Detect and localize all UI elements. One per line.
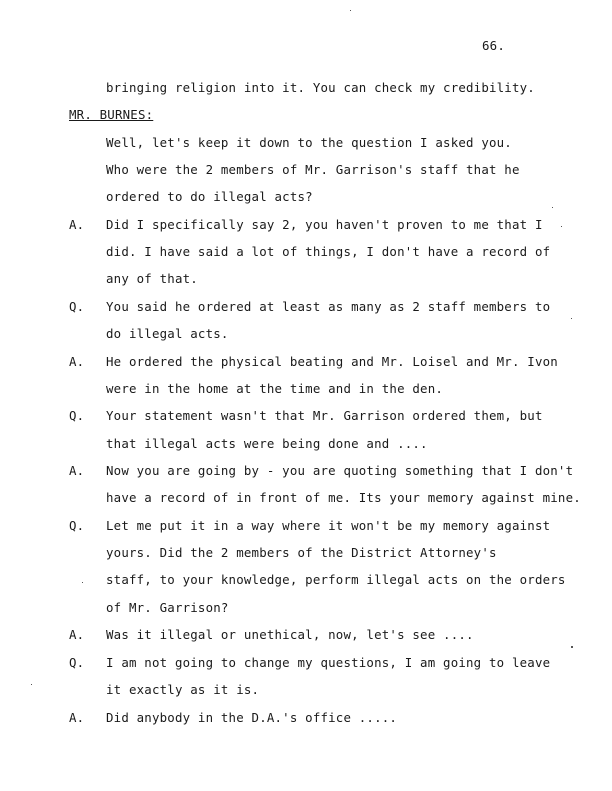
line-text: Did I specifically say 2, you haven't proven to me that I (106, 217, 543, 232)
line-text: it exactly as it is. (106, 682, 260, 697)
line-text: I am not going to change my questions, I am going to leave (106, 655, 551, 670)
line-text: that illegal acts were being done and .... (106, 436, 428, 451)
speaker-label: Q. (69, 655, 85, 670)
line-text: ordered to do illegal acts? (106, 189, 313, 204)
speaker-label: A. (69, 710, 85, 725)
line-text: Well, let's keep it down to the question I asked you. (106, 135, 512, 150)
line-text: Now you are going by - you are quoting something that I don't (106, 463, 574, 478)
scan-speck (350, 10, 351, 11)
line-text: any of that. (106, 271, 198, 286)
line-text: staff, to your knowledge, perform illegal acts on the orders (106, 572, 566, 587)
line-text: did. I have said a lot of things, I don't have a record of (106, 244, 551, 259)
speaker-label: A. (69, 627, 85, 642)
scan-speck (571, 318, 572, 319)
scan-speck (31, 684, 32, 685)
line-text: yours. Did the 2 members of the District Attorney's (106, 545, 497, 560)
scan-speck (571, 646, 573, 648)
scan-speck (82, 582, 83, 583)
speaker-label: A. (69, 217, 85, 232)
speaker-heading: MR. BURNES: (69, 107, 154, 122)
scan-speck (552, 207, 553, 208)
line-text: He ordered the physical beating and Mr. Loisel and Mr. Ivon (106, 354, 558, 369)
line-text: have a record of in front of me. Its your memory against mine. (106, 490, 581, 505)
line-text: were in the home at the time and in the den. (106, 381, 444, 396)
speaker-label: A. (69, 463, 85, 478)
line-text: Was it illegal or unethical, now, let's see .... (106, 627, 474, 642)
speaker-label: A. (69, 354, 85, 369)
speaker-label: Q. (69, 518, 85, 533)
line-text: Who were the 2 members of Mr. Garrison's staff that he (106, 162, 520, 177)
scan-speck (561, 226, 562, 227)
line-text: bringing religion into it. You can check my credibility. (106, 80, 535, 95)
line-text: Let me put it in a way where it won't be my memory against (106, 518, 551, 533)
line-text: Your statement wasn't that Mr. Garrison ordered them, but (106, 408, 543, 423)
page-number: 66. (482, 38, 505, 53)
line-text: of Mr. Garrison? (106, 600, 229, 615)
speaker-label: Q. (69, 408, 85, 423)
line-text: do illegal acts. (106, 326, 229, 341)
speaker-label: Q. (69, 299, 85, 314)
line-text: Did anybody in the D.A.'s office ..... (106, 710, 398, 725)
line-text: You said he ordered at least as many as 2 staff members to (106, 299, 551, 314)
